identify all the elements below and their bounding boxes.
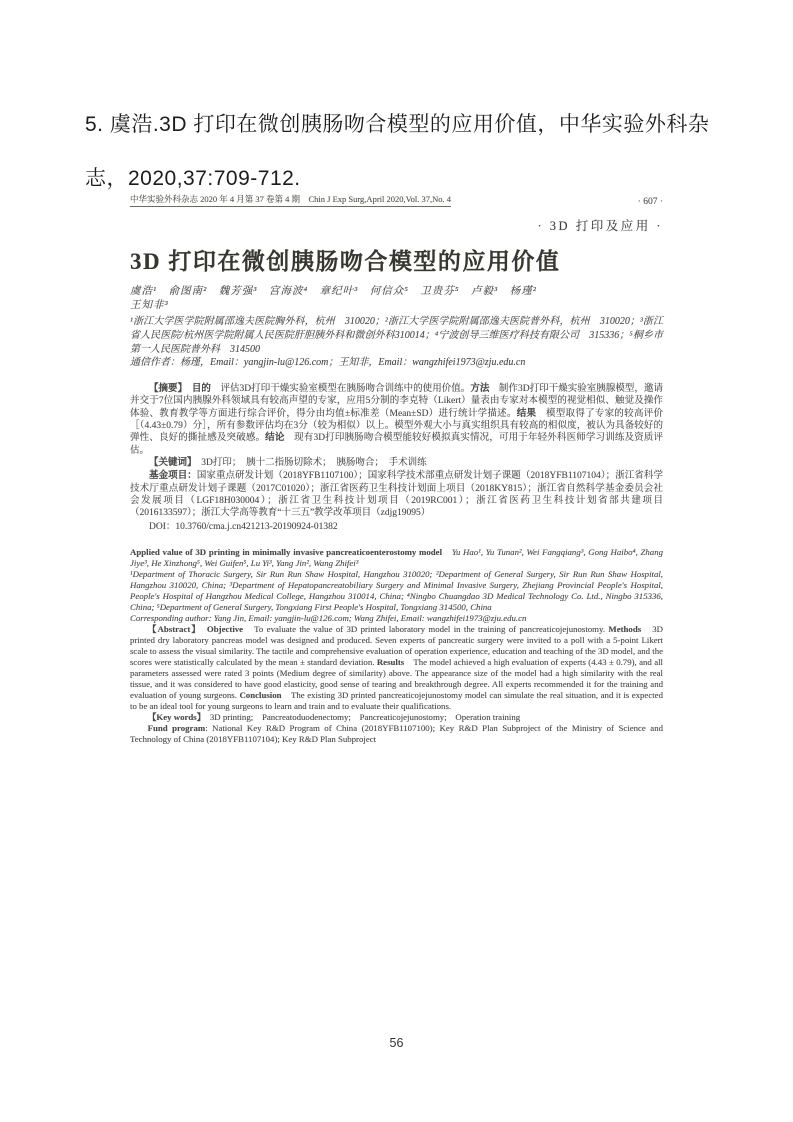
affiliations-cn: ¹浙江大学医学院附属邵逸夫医院胸外科，杭州 310020；²浙江大学医学院附属邵逸夫医院普外科，杭州 310020；³浙江省人民医院/杭州医学院附属人民医院肝胆胰外科和微创外科310014；⁴宁波创导三维医疗科技有限公司 315336；⁵桐乡市第一人民医院普外科 314500 <box>130 316 663 355</box>
doi-line: DOI：10.3760/cma.j.cn421213-20190924-01382 <box>149 522 338 533</box>
journal-scan <box>130 193 663 745</box>
abstract-cn-methods-label: 方法 <box>470 384 490 395</box>
abstract-en-conclusion-label: Conclusion <box>239 689 282 700</box>
journal-header <box>130 193 663 207</box>
abstract-cn-methods-text: 制作3D打印干燥实验室胰腺模型，邀请并交于7位国内胰腺外科领域具有较高声望的专家，应用5分制的李克特（Likert）量表由专家对本模型的视觉相似、触觉及操作体验、教育教学等方面进行综合评价，得分由均值±标准差（Mean±SD）进行统计学描述。 <box>130 384 663 419</box>
abstract-en-results-text: The model achieved a high evaluation of experts (4.43 ± 0.79), and all parameters assessed were rated 3 points (Medium degree of similarity) above. The appearance size of the model had a high similarity with the real tissue, and it was considered to have good elasticity, good sense of tearing and breakthrough degree. All experts recommended it for the training and evaluation of young surgeons. <box>130 656 663 700</box>
abstract-cn-objective-label: 【摘要】 目的 <box>149 384 211 395</box>
fund-en-text: : National Key R&D Program of China (2018YFB1107100); Key R&D Plan Subproject of the Ministry of Science and Technology of China (2018YFB1107104); Key R&D Plan Subproject <box>130 722 663 744</box>
abstract-en <box>130 624 663 712</box>
abstract-cn-objective-text: 评估3D打印干燥实验室模型在胰肠吻合训练中的使用价值。 <box>210 384 471 395</box>
abstract-en-results-label: Results <box>376 656 405 667</box>
corresponding-author-en: Corresponding author: Yang Jin, Email: yangjin-lu@126.com; Wang Zhifei, Email: wangzhifei1973@zju.edu.cn <box>130 612 527 623</box>
affiliations-en: ¹Department of Thoracic Surgery, Sir Run Run Shaw Hospital, Hangzhou 310020; ²Department of General Surgery, Sir Run Run Shaw Hospital, Hangzhou 310020, China; ³Department of Hepatopancreatobiliary Surgery and Minimal Invasive Surgery, Zhejiang Provincial People's Hospital, People's Hospital of Hangzhou Medical College, Hangzhou 310014, China; ⁴Ningbo Chuangdao 3D Medical Technology Co. Ltd., Ningbo 315336, China; ⁵Department of General Surgery, Tongxiang First People's Hospital, Tongxiang 314500, China <box>130 568 663 612</box>
reference-citation <box>85 98 755 206</box>
abstract-en-objective-text: To evaluate the value of 3D printed laboratory model in the training of pancreaticojejunostomy. <box>243 623 609 634</box>
page-number: 56 <box>389 1036 404 1050</box>
keywords-en-text: 3D printing; Pancreatoduodenectomy; Pancreaticojejunostomy; Operation training <box>201 711 521 722</box>
keywords-cn-label: 【关键词】 <box>149 457 192 468</box>
keywords-cn-text: 3D打印； 胰十二指肠切除术； 胰肠吻合； 手术训练 <box>191 457 427 468</box>
abstract-cn-results-text: 模型取得了专家的较高评价［（4.43±0.79）分］，所有参数评估均在3分（较为相似）以上。模型外观大小与真实组织具有较高的相似度，被认为具备较好的弹性、良好的撕扯感及突破感。 <box>130 408 663 444</box>
abstract-cn-conclusion-label: 结论 <box>265 433 285 444</box>
abstract-en-methods-text: 3D printed dry laboratory pancreas model was designed and produced. Seven experts of pancreatic surgery were invited to a poll with a 5-point Likert scale to assess the visual similarity. The tactile and comprehensive evaluation of operation experience, education and teaching of the 3D model, and the scores were statistically calculated by the mean ± standard deviation. <box>130 623 664 667</box>
keywords-en <box>130 712 663 723</box>
authors-en: Yu Hao¹, Yu Tunan², Wei Fangqiang³, Gong Haibo⁴, Zhang Jiye³, He Xinzhong⁵, Wei Guifen⁵, Lu Yi³, Yang Jin², Wang Zhifei³ <box>130 546 663 568</box>
abstract-en-objective-label: 【Abstract】 Objective <box>147 623 244 634</box>
corresponding-author-cn: 通信作者：杨瑾，Email：yangjin-lu@126.com；王知非，Email：wangzhifei1973@zju.edu.cn <box>130 357 526 369</box>
reference-line-2: 志，2020,37:709-712. <box>85 167 301 190</box>
fund-cn-label: 基金项目： <box>149 471 197 482</box>
authors-cn <box>130 285 663 313</box>
fund-en <box>130 723 663 745</box>
journal-header-citation: 中华实验外科杂志 2020 年 4 月第 37 卷第 4 期 Chin J Exp Surg,April 2020,Vol. 37,No. 4 <box>130 193 451 207</box>
keywords-en-label: 【Key words】 <box>147 711 202 722</box>
article-title-en <box>130 547 663 569</box>
abstract-cn-conclusion-text: 现有3D打印胰肠吻合模型能较好模拟真实情况，可用于年轻外科医师学习训练及资质评估。 <box>130 433 663 456</box>
fund-cn-text: 国家重点研发计划（2018YFB1107100）；国家科学技术部重点研发计划子课题（2018YFB1107104）；浙江省科学技术厅重点研发计划子课题（2017C01020）；浙江省医药卫生科技计划面上项目（2018KY815）；浙江省自然科学基金委员会社会发展项目（LGF18H030004）；浙江省卫生科技计划项目（2019RC001）；浙江省医药卫生科技计划省部共建项目（2016133597）；浙江大学高等教育“十三五”教学改革项目（zdjg19095） <box>130 471 663 519</box>
authors-cn-line2: 王知非³ <box>130 300 169 311</box>
title-en-text: Applied value of 3D printing in minimally invasive pancreaticoenterostomy model <box>130 546 443 557</box>
keywords-cn <box>130 457 663 469</box>
journal-column-label: · 3D 打印及应用 · <box>537 219 663 233</box>
authors-cn-line1: 虞浩¹ 俞图南² 魏芳强³ 宫海波⁴ 章纪叶³ 何信众⁵ 卫贵芬⁵ 卢毅³ 杨瑾² <box>130 286 537 297</box>
fund-en-label: Fund program <box>147 722 206 733</box>
english-section <box>130 547 663 745</box>
article-title-cn: 3D 打印在微创胰肠吻合模型的应用价值 <box>130 249 561 274</box>
reference-line-1: 5. 虞浩.3D 打印在微创胰肠吻合模型的应用价值，中华实验外科杂 <box>85 113 710 136</box>
abstract-cn-results-label: 结果 <box>516 408 537 419</box>
abstract-en-conclusion-text: The existing 3D printed pancreaticojejunostomy model can simulate the real situation, and it is expected to be an ideal tool for young surgeons to learn and train and to evaluate their qualifications. <box>130 689 663 711</box>
fund-cn <box>130 470 663 519</box>
journal-page-number: · 607 · <box>637 197 663 207</box>
abstract-cn <box>130 383 663 457</box>
abstract-en-methods-label: Methods <box>608 623 642 634</box>
